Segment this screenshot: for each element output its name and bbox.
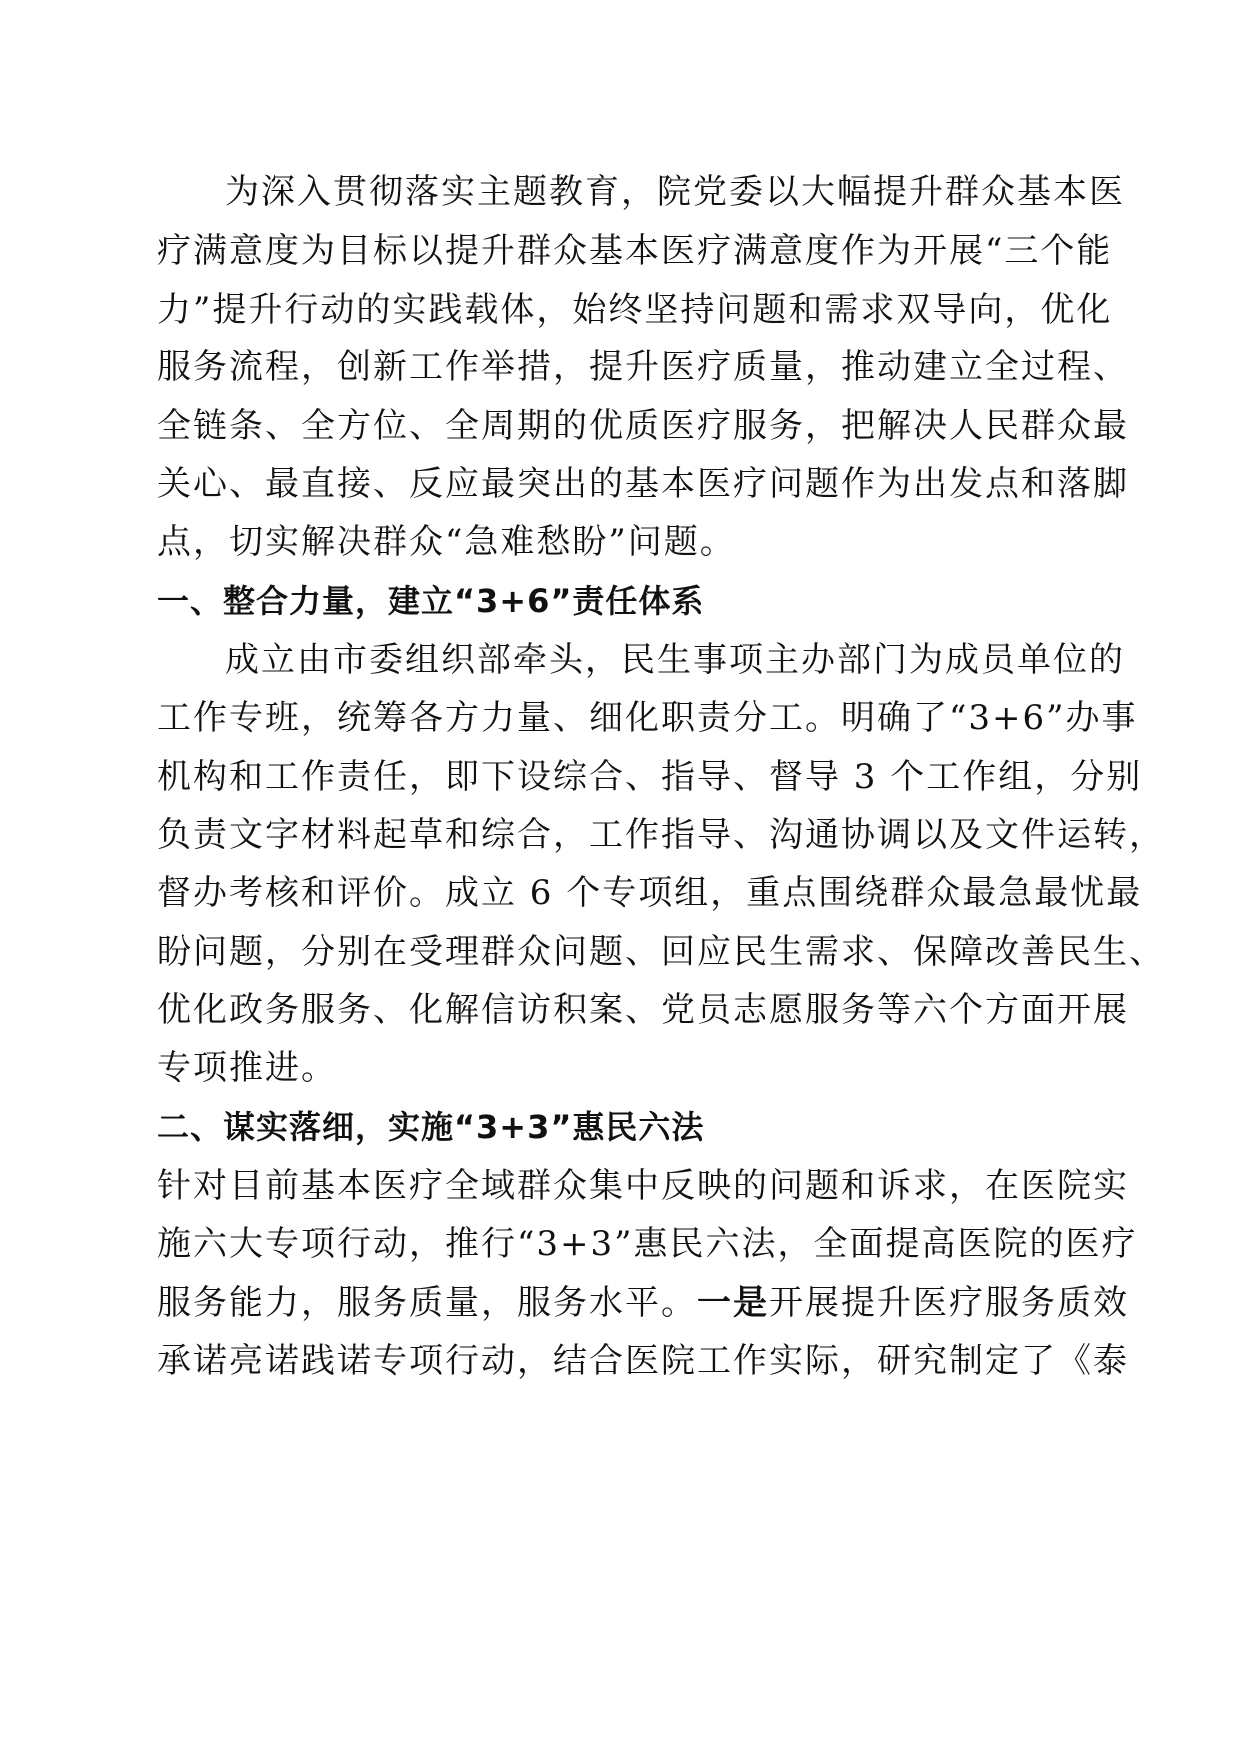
section-1-line-2: 工作专班，统筹各方力量、细化职责分工。明确了“3+6”办事 bbox=[157, 698, 1138, 738]
paragraph-1-line-7: 点，切实解决群众“急难愁盼”问题。 bbox=[157, 522, 736, 562]
paragraph-1-line-1: 为深入贯彻落实主题教育，院党委以大幅提升群众基本医 bbox=[225, 172, 1125, 212]
section-1-line-1: 成立由市委组织部牵头，民生事项主办部门为成员单位的 bbox=[225, 640, 1125, 680]
section-2-emphasis: 一是 bbox=[697, 1283, 769, 1323]
section-2-line-3 bbox=[157, 1283, 1129, 1323]
paragraph-1-line-5: 全链条、全方位、全周期的优质医疗服务，把解决人民群众最 bbox=[157, 406, 1129, 446]
section-2-line-3-text-a: 服务能力，服务质量，服务水平。 bbox=[157, 1283, 697, 1323]
section-2-line-2: 施六大专项行动，推行“3+3”惠民六法，全面提高医院的医疗 bbox=[157, 1224, 1138, 1264]
section-1-line-3: 机构和工作责任，即下设综合、指导、督导 3 个工作组，分别 bbox=[157, 757, 1143, 797]
section-1-line-4: 负责文字材料起草和综合，工作指导、沟通协调以及文件运转， bbox=[157, 815, 1165, 855]
section-2-line-1: 针对目前基本医疗全域群众集中反映的问题和诉求，在医院实 bbox=[157, 1166, 1129, 1206]
section-2-line-3-text-b: 开展提升医疗服务质效 bbox=[769, 1283, 1129, 1323]
paragraph-1-line-3: 力”提升行动的实践载体，始终坚持问题和需求双导向，优化 bbox=[157, 290, 1113, 330]
section-1-heading: 一、整合力量，建立“3+6”责任体系 bbox=[157, 582, 705, 620]
paragraph-1-line-6: 关心、最直接、反应最突出的基本医疗问题作为出发点和落脚 bbox=[157, 464, 1129, 504]
section-1-line-7: 优化政务服务、化解信访积案、党员志愿服务等六个方面开展 bbox=[157, 990, 1129, 1030]
section-2-line-4: 承诺亮诺践诺专项行动，结合医院工作实际，研究制定了《泰 bbox=[157, 1341, 1129, 1381]
section-1-line-5: 督办考核和评价。成立 6 个专项组，重点围绕群众最急最忧最 bbox=[157, 873, 1143, 913]
paragraph-1-line-4: 服务流程，创新工作举措，提升医疗质量，推动建立全过程、 bbox=[157, 347, 1129, 387]
paragraph-1-line-2: 疗满意度为目标以提升群众基本医疗满意度作为开展“三个能 bbox=[157, 231, 1113, 271]
section-2-heading: 二、谋实落细，实施“3+3”惠民六法 bbox=[157, 1108, 705, 1146]
section-1-line-6: 盼问题，分别在受理群众问题、回应民生需求、保障改善民生、 bbox=[157, 932, 1165, 972]
section-1-line-8: 专项推进。 bbox=[157, 1048, 337, 1088]
